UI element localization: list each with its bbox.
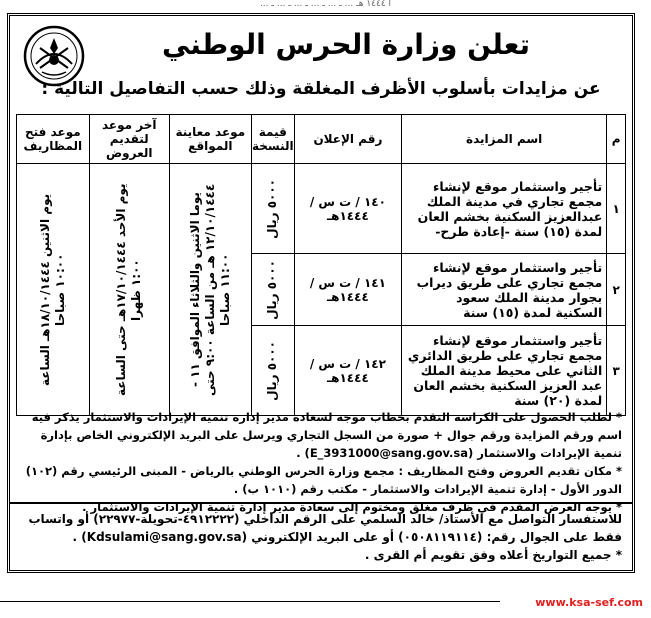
top-cropped-text: أ ١٤٤٤ هـ ... ـ ... ـ ... ـ ... ـ ... ـ ... (259, 0, 392, 9)
row-price (251, 164, 294, 254)
row-price (251, 326, 294, 416)
open-text: يوم الاثنين ١٨/١٠/١٤٤٤هـ الساعة ١٠:٠٠ صباحا (37, 193, 67, 386)
footer-line (0, 601, 500, 602)
header-last: آخر موعد لتقديم العروض (89, 115, 169, 164)
price-text: ٥٠٠٠ ريال (265, 259, 280, 320)
note-item: * يوجه العرض المقدم في ظرف مغلق ومختوم إلى سعادة مدير إدارة تنمية الإيرادات والاستثمار . (82, 500, 622, 514)
section-divider (10, 502, 632, 504)
visit-text: يوما الاثنين والثلاثاء الموافق ١١ - ١٢/١٠/١٤٤٤ هـ من الساعة ٩:٠٠ حتى ١١:٠٠ صباحا (187, 183, 232, 396)
row-ref: ١٤١ / ت س / ١٤٤٤هـ (294, 254, 401, 326)
header-name: اسم المزايدة (402, 115, 607, 164)
row-name: تأجير واستثمار موقع لإنشاء مجمع تجاري على طريق الدائري الثاني على محيط مدينة الملك عبد العزيز السكنية بخشم العان لمدة (٢٠) سنة (402, 326, 607, 416)
price-text: ٥٠٠٠ ريال (265, 340, 280, 401)
advertisement-frame (7, 13, 635, 573)
row-no: ٢ (607, 254, 626, 326)
auctions-table (16, 114, 626, 416)
row-price (251, 254, 294, 326)
calendar-note: * جميع التواريخ أعلاه وفق تقويم أم القرى . (364, 548, 622, 562)
row-no: ٣ (607, 326, 626, 416)
contact-section (20, 510, 622, 564)
header-price: قيمة النسخة (251, 115, 294, 164)
note-item: * لطلب الحصول على الكراسة التقدم بخطاب موجه لسعادة مدير إدارة تنمية الإيرادات والاستثمار يذكر فيه اسم ورقم المزايدة ورقم جوال + صورة من السجل التجاري ويرسل على البريد الإلكتروني الخاص بإدارة تنمية الإيرادات والاستثمار (E_3931000@sang.gov.sa) . (31, 410, 622, 460)
row-ref: ١٤٠ / ت س / ١٤٤٤هـ (294, 164, 401, 254)
ad-header (10, 20, 632, 112)
last-cell (89, 164, 169, 416)
contact-text: للاستفسار التواصل مع الأستاذ/ خالد السلمي على الرقم الداخلي (٤٩١٢٢٢٢-تحويلة-٢٢٩٧٧) أو واتساب فقط على الجوال رقم: (٠٥٠٨١١٩١١٤) أو على البريد الإلكتروني (Kdsulami@sang.gov.sa) . (28, 512, 622, 544)
source-website: www.ksa-sef.com (535, 596, 643, 609)
row-no: ١ (607, 164, 626, 254)
table-row (17, 164, 626, 254)
header-open: موعد فتح المظاريف (17, 115, 90, 164)
ad-subtitle: عن مزايدات بأسلوب الأظرف المغلقة وذلك حسب التفاصيل التالية : (41, 79, 601, 99)
visit-cell (169, 164, 251, 416)
last-text: يوم الأحد ١٧/١٠/١٤٤٤هـ حتى الساعة ١:٠٠ ظهرا (114, 183, 144, 396)
table-header-row (17, 115, 626, 164)
open-cell (17, 164, 90, 416)
header-visit: موعد معاينة المواقع (169, 115, 251, 164)
header-ref: رقم الإعلان (294, 115, 401, 164)
ad-title: تعلن وزارة الحرس الوطني (161, 28, 531, 61)
header-no: م (607, 115, 626, 164)
row-name: تأجير واستثمار موقع لإنشاء مجمع تجاري في مدينة الملك عبدالعزيز السكنية بخشم العان لمدة (١٥) سنة -إعادة طرح- (402, 164, 607, 254)
row-ref: ١٤٢ / ت س / ١٤٤٤هـ (294, 326, 401, 416)
note-item: * مكان تقديم العروض وفتح المظاريف : مجمع وزارة الحرس الوطني بالرياض - المبنى الرئيسي رقم (١٠٢) الدور الأول - إدارة تنمية الإيرادات والاستثمار - مكتب رقم (١٠١٠ ب) . (25, 464, 622, 496)
notes-section (20, 408, 622, 516)
row-name: تأجير واستثمار موقع لإنشاء مجمع تجاري على طريق ديراب بجوار مدينة الملك سعود السكنية لمدة (١٥) سنة (402, 254, 607, 326)
price-text: ٥٠٠٠ ريال (265, 178, 280, 239)
